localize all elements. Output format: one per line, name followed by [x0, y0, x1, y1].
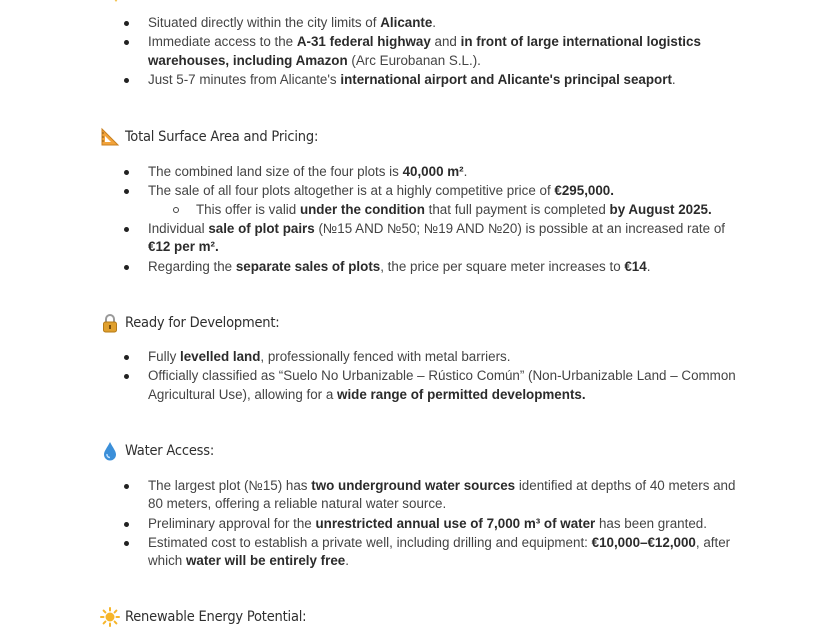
bullet-text: identified at depths of 40 meters and 80 meters, offering a reliable natural water source.: [148, 478, 736, 512]
list-item: [0, 534, 748, 570]
emphasis-text: 40,000 m²: [402, 164, 464, 179]
sub-list-item: [148, 201, 736, 219]
bullet-text: Estimated cost to establish a private well, including drilling and equipment:: [148, 534, 592, 550]
emphasis-text: €10,000–€12,000: [591, 534, 696, 550]
bullet-text: The combined land size of the four plots is: [148, 164, 403, 179]
bullet-text: (Arc Eurobanan S.L.).: [347, 52, 481, 68]
list-item: [0, 515, 748, 533]
surface-list: [0, 163, 748, 277]
list-item: [0, 163, 748, 181]
section-heading-energy: [100, 607, 306, 627]
emphasis-text: €12 per m².: [148, 239, 219, 255]
emphasis-text: in front of large international logistics warehouses, including Amazon: [148, 34, 701, 68]
bullet-text: Individual: [148, 220, 209, 236]
list-item: [0, 348, 748, 366]
partial-icon: [108, 0, 124, 4]
emphasis-text: wide range of permitted developments.: [337, 386, 586, 402]
emphasis-text: separate sales of plots: [235, 258, 381, 274]
emphasis-text: A-31 federal highway: [296, 34, 431, 50]
bullet-text: .: [646, 258, 651, 274]
section-title: Water Access:: [125, 443, 215, 459]
bullet-text: has been granted.: [595, 515, 707, 531]
emphasis-text: by August 2025.: [609, 201, 712, 217]
bullet-text: This offer is valid: [196, 201, 300, 217]
bullet-text: , after which: [148, 534, 731, 569]
bullet-text: (№15 AND №50; №19 AND №20) is possible at an increased rate of: [314, 220, 725, 236]
emphasis-text: €295,000.: [554, 183, 614, 199]
emphasis-text: water will be entirely free: [185, 553, 346, 569]
sub-list: [148, 201, 748, 219]
bullet-text: Regarding the: [148, 258, 236, 274]
bullet-text: Preliminary approval for the: [148, 515, 316, 531]
bullet-text: .: [432, 15, 437, 30]
list-item: [0, 367, 748, 403]
emphasis-text: international airport and Alicante's principal seaport: [340, 71, 672, 87]
emphasis-text: sale of plot pairs: [208, 220, 315, 236]
bullet-text: Situated directly within the city limits of: [148, 15, 381, 30]
triangle-ruler-icon: [100, 127, 120, 147]
section-heading-water: [100, 441, 214, 461]
bullet-text: , the price per square meter increases to: [380, 258, 625, 274]
bullet-text: , professionally fenced with metal barriers.: [260, 349, 511, 364]
emphasis-text: under the condition: [299, 201, 425, 217]
section-heading-surface: [100, 127, 318, 147]
emphasis-text: unrestricted annual use of 7,000 m³ of water: [315, 515, 596, 531]
emphasis-text: two underground water sources: [311, 478, 516, 493]
list-item: [0, 220, 748, 256]
bullet-text: Officially classified as “Suelo No Urbanizable – Rústico Común” (Non-Urbanizable Land – Common Agricultural Use), allowing for a: [148, 368, 736, 402]
section-title: Renewable Energy Potential:: [125, 609, 307, 625]
bullet-text: The sale of all four plots altogether is at a highly competitive price of: [148, 183, 555, 199]
bullet-text: Immediate access to the: [148, 34, 297, 50]
bullet-text: and: [430, 34, 461, 50]
list-item: [0, 477, 748, 513]
lock-icon: [100, 313, 120, 333]
section-heading-development: [100, 313, 279, 333]
bullet-text: .: [671, 71, 676, 87]
bullet-text: Fully: [148, 349, 180, 364]
emphasis-text: levelled land: [180, 349, 261, 364]
bullet-text: Just 5-7 minutes from Alicante's: [148, 71, 341, 87]
section-title: Total Surface Area and Pricing:: [125, 129, 319, 145]
list-item: [0, 33, 748, 69]
list-item: [0, 258, 748, 276]
list-item: [0, 182, 748, 218]
bullet-text: .: [463, 164, 468, 179]
section-title: Ready for Development:: [125, 315, 280, 331]
list-item: [0, 71, 748, 89]
water-drop-icon: [100, 441, 120, 461]
list-item: [0, 14, 748, 32]
bullet-text: The largest plot (№15) has: [148, 478, 312, 493]
sun-icon: [100, 607, 120, 627]
development-list: [0, 348, 748, 405]
emphasis-text: €14: [624, 258, 647, 274]
emphasis-text: Alicante: [380, 15, 433, 30]
bullet-text: .: [345, 553, 349, 569]
water-list: [0, 477, 748, 572]
bullet-text: that full payment is completed: [424, 201, 610, 217]
location-list: [0, 14, 748, 90]
